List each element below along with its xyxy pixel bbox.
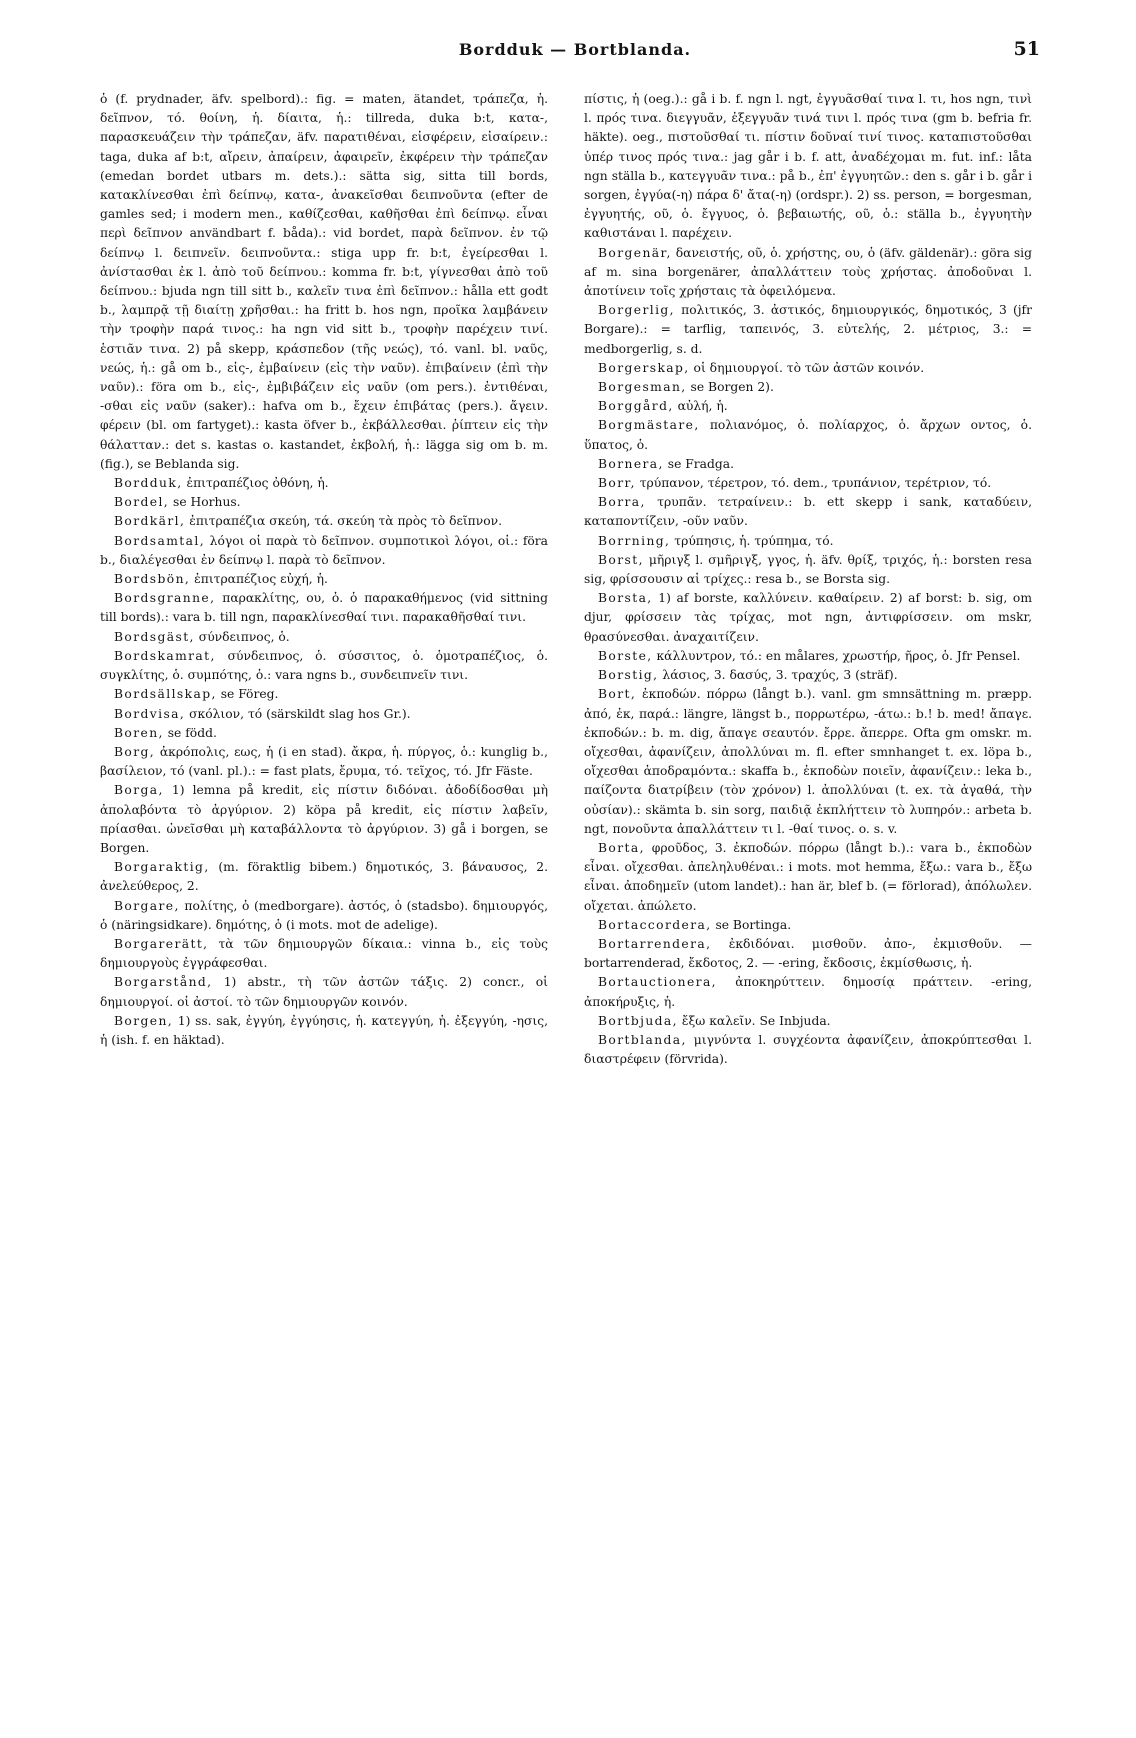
entry-definition: ἐπιτραπέζια σκεύη, τά. σκεύη τὰ πρὸς τὸ δεῖπνον.: [189, 514, 503, 529]
entry-definition: ἐκποδών. πόρρω (långt b.). vanl. gm smnsättning m. præpp. ἀπό, ἐκ, παρά.: längre, längst b., πορρωτέρω, -άτω.: b.! b. med! ἄπαγε. ἐκποδών.: b. m. dig, ἄπαγε σεαυτόν. ἔρρε. ἄπερρε. Ofta gm omskr. m. οἴχεσθαι, ἀφανίζειν, ἀπολλύναι m. fl. efter smnhanget t. ex. löpa b., οἴχεσθαι ἀποδραμόντα.: skaffa b., ἐκποδὼν ποιεῖν, ἀφανίζειν.: leka b., παίζοντα διατρίβειν (τὸν χρόνον) l. ἀπολλύναι (t. ex. τὰ ἀγαθά, τὴν οὐσίαν).: skämta b. sin sorg, παιδιᾷ ἐκπλήττειν τὸ λυπηρόν.: arbeta b. ngt, πονοῦντα ἀπαλλάττειν τι l. -θαί τινος. o. s. v.: [584, 687, 1032, 836]
dictionary-entry: [100, 724, 548, 743]
entry-headword: Bortauctionera,: [598, 975, 717, 990]
entry-headword: Borra,: [598, 495, 646, 510]
entry-continuation: [584, 90, 1032, 244]
entry-headword: Borgerskap,: [598, 360, 690, 375]
entry-continuation: [100, 90, 548, 474]
dictionary-entry: [100, 474, 548, 493]
entry-headword: Borggård,: [598, 399, 674, 414]
dictionary-entry: [584, 474, 1032, 493]
entry-headword: Borst,: [598, 552, 644, 567]
dictionary-entry: [584, 416, 1032, 454]
entry-headword: Borgenär,: [598, 245, 672, 260]
entry-definition: τρύπανον, τέρετρον, τό. dem., τρυπάνιον, τερέτριον, τό.: [639, 476, 992, 491]
entry-definition: μιγνύντα l. συγχέοντα ἀφανίζειν, ἀποκρύπτεσθαι l. διαστρέφειν (förvrida).: [584, 1032, 1032, 1067]
entry-headword: Borrning,: [598, 533, 671, 548]
entry-definition: τὰ τῶν δημιουργῶν δίκαια.: vinna b., εἰς τοὺς δημιουργοὺς ἐγγράφεσθαι.: [100, 936, 548, 971]
dictionary-entry: [584, 397, 1032, 416]
entry-headword: Borr,: [598, 476, 636, 491]
entry-definition: ἀποκηρύττειν. δημοσίᾳ πράττειν. -ering, ἀποκήρυξις, ἡ.: [584, 975, 1032, 1009]
entry-definition: μῆριγξ l. σμῆριγξ, γγος, ἡ. äfv. θρίξ, τριχός, ἡ.: borsten resa sig, φρίσσουσιν αἱ τρίχες.: resa b., se Borsta sig.: [584, 552, 1032, 587]
entry-definition: 1) af borste, καλλύνειν. καθαίρειν. 2) af borst: b. sig, om djur, φρίσσειν τὰς τρίχας, mot ngn, ἀντιφρίσσειν. om mskr, θρασύνεσθαι. ἀναχαιτίζειν.: [584, 591, 1032, 644]
entry-definition: 1) abstr., τὴ τῶν ἀστῶν τάξις. 2) concr., οἱ δημιουργοί. οἱ ἀστοί. τὸ τῶν δημιουργῶν κοινόν.: [100, 975, 548, 1009]
entry-definition: se Borgen 2).: [690, 380, 774, 395]
entry-definition: ἔξω καλεῖν. Se Inbjuda.: [681, 1013, 831, 1028]
entry-definition: σύνδειπνος, ὁ. σύσσιτος, ὁ. ὁμοτραπέζιος, ὁ. συγκλίτης, ὁ. συμπότης, ὁ.: vara ngns b., συνδειπνεῖν τινι.: [100, 648, 548, 683]
left-column: [100, 90, 548, 1720]
dictionary-entry: [584, 359, 1032, 378]
entry-definition: κάλλυντρον, τό.: en målares, χρωστήρ, ῆρος, ὁ. Jfr Pensel.: [656, 648, 1021, 663]
entry-definition: se Föreg.: [220, 687, 279, 702]
dictionary-entry: [584, 973, 1032, 1011]
entry-headword: Borgaraktig,: [114, 860, 210, 875]
dictionary-entry: [584, 301, 1032, 359]
entry-headword: Bordel,: [114, 495, 170, 510]
dictionary-entry: [100, 781, 548, 858]
entry-definition: σύνδειπνος, ὁ.: [198, 629, 290, 644]
entry-definition: ἐκδιδόναι. μισθοῦν. ἀπο-, ἐκμισθοῦν. — bortarrenderad, ἔκδοτος, 2. — -ering, ἔκδοσις, ἐκμίσθωσις, ἡ.: [584, 936, 1032, 971]
entry-headword: Boren,: [114, 725, 164, 740]
page-header: [100, 36, 1050, 72]
entry-definition: se Bortinga.: [715, 917, 792, 932]
entry-definition: (m. föraktlig bibem.) δημοτικός, 3. βάναυσος, 2. ἀνελεύθερος, 2.: [100, 860, 548, 894]
entry-definition: se född.: [167, 725, 217, 740]
entry-headword: Bordkärl,: [114, 514, 186, 529]
entry-definition: 1) lemna på kredit, εἰς πίστιν διδόναι. ἀδοδίδοσθαι μὴ ἀπολαβόντα τὸ ἀργύριον. 2) köpa på kredit, εἰς πίστιν λαβεῖν, πρίασθαι. ὠνεῖσθαι μὴ καταβάλλοντα τὸ ἀργύριον. 3) gå i borgen, se Borgen.: [100, 783, 548, 855]
dictionary-entry: [584, 916, 1032, 935]
dictionary-entry: [100, 647, 548, 685]
entry-headword: Borgerlig,: [598, 303, 675, 318]
dictionary-entry: [100, 570, 548, 589]
dictionary-entry: [584, 647, 1032, 666]
entry-headword: Bortblanda,: [598, 1032, 687, 1047]
entry-headword: Bortarrendera,: [598, 936, 712, 951]
entry-definition: ἀκρόπολις, εως, ἡ (i en stad). ἄκρα, ἡ. πύργος, ὁ.: kunglig b., βασίλειον, τό (vanl. pl.).: = fast plats, ἔρυμα, τό. τεῖχος, τό. Jfr Fäste.: [100, 744, 548, 779]
dictionary-entry: [584, 493, 1032, 531]
entry-definition: αὐλή, ἡ.: [677, 399, 728, 414]
entry-headword: Bordsällskap,: [114, 687, 217, 702]
entry-headword: Borstig,: [598, 668, 659, 683]
entry-headword: Bordskamrat,: [114, 648, 216, 663]
entry-definition: τρύπησις, ἡ. τρύπημα, τό.: [674, 533, 834, 548]
entry-definition: φροῦδος, 3. ἐκποδών. πόρρω (långt b.).: vara b., ἐκποδὼν εἶναι. οἴχεσθαι. ἀπεληλυθέναι.: i mots. mot hemma, ἔξω.: vara b., ἔξω εἶναι. ἀποδημεῖν (utom landet).: han är, blef b. (= förlorad), ἀπόλωλεν. οἴχεται. ἀπώλετο.: [584, 840, 1032, 913]
entry-headword: Borta,: [598, 840, 645, 855]
entry-headword: Bordvisa,: [114, 706, 186, 721]
entry-headword: Bortaccordera,: [598, 917, 712, 932]
running-head: Bordduk — Bortblanda.: [458, 40, 692, 59]
entry-definition: δανειστής, οῦ, ὁ. χρήστης, ου, ὁ (äfv. gäldenär).: göra sig af m. sina borgenärer, ἀπαλλάττειν τοὺς χρήστας. ἀποδοῦναι l. ἀποτίνειν τοῖς χρήσταις τὰ ὀφειλόμενα.: [584, 245, 1032, 299]
entry-headword: Bort,: [598, 687, 637, 702]
dictionary-entry: [100, 685, 548, 704]
entry-headword: Borga,: [114, 783, 164, 798]
dictionary-entry: [100, 1012, 548, 1050]
entry-headword: Bortbjuda,: [598, 1013, 678, 1028]
dictionary-entry: [100, 589, 548, 627]
entry-definition: σκόλιον, τό (särskildt slag hos Gr.).: [189, 706, 411, 721]
dictionary-entry: [584, 666, 1032, 685]
dictionary-entry: [584, 1012, 1032, 1031]
entry-definition: τρυπᾶν. τετραίνειν.: b. ett skepp i sank, καταδύειν, καταποντίζειν, -οῦν ναῦν.: [584, 495, 1032, 529]
right-column: [584, 90, 1032, 1720]
entry-definition: πίστις, ἡ (oeg.).: gå i b. f. ngn l. ngt, ἐγγυᾶσθαί τινα l. τι, hos ngn, τινὶ l. πρός τινα. διεγγυᾶν, ἐξεγγυᾶν τινά τινι l. πρός τινα (gm b. befria fr. häkte). oeg., πιστοῦσθαί τι. πίστιν δοῦναί τινί τινος. καταπιστοῦσθαι ὑπέρ τινος πρός τινα.: jag går i b. f. att, ἀναδέχομαι m. fut. inf.: låta ngn ställa b., κατεγγυᾶν τινα.: på b., ἐπ' ἐγγυητῶν.: den s. går i b. går i sorgen, ἐγγύα(-η) πάρα δ' ἄτα(-η) (ordspr.). 2) ss. person, = borgesman, ἐγγυητής, οῦ, ὁ. ἔγγυος, ὁ. βεβαιωτής, οῦ, ὁ.: ställa b., ἐγγυητὴν καθιστάναι l. παρέχειν.: [584, 92, 1032, 241]
page-number: 51: [1013, 38, 1040, 60]
dictionary-entry: [584, 551, 1032, 589]
dictionary-entry: [100, 935, 548, 973]
dictionary-entry: [584, 839, 1032, 916]
dictionary-entry: [100, 743, 548, 781]
entry-headword: Borgarerätt,: [114, 936, 209, 951]
entry-definition: ὁ (f. prydnader, äfv. spelbord).: fig. = maten, ätandet, τράπεζα, ἡ. δεῖπνον, τό. θοίνη, ἡ. δίαιτα, ἡ.: tillreda, duka b:t, κατα-, παρασκευάζειν τὴν τράπεζαν, äfv. παρατιθέναι, εἰσφέρειν, εἰσαίρειν.: taga, duka af b:t, αἴρειν, ἀπαίρειν, ἀφαιρεῖν, ἐκφέρειν τὴν τράπεζαν (emedan bordet utbars m. dets.).: sätta sig, sitta till bords, κατακλίνεσθαι ἐπὶ δείπνῳ, κατα-, ἀνακεῖσθαι δειπνοῦντα (efter de gamles sed; i modern men., καθίζεσθαι, καθῆσθαι ἐπὶ δείπνῳ. εἶναι περὶ δεῖπνον användbart f. båda).: vid bordet, παρὰ δεῖπνον. ἐν τῷ δείπνῳ l. δειπνεῖν. δειπνοῦντα.: stiga upp fr. b:t, ἐγείρεσθαι l. ἀνίστασθαι ἐκ l. ἀπὸ τοῦ δείπνου.: komma fr. b:t, γίγνεσθαι ἀπὸ τοῦ δείπνου.: bjuda ngn till sitt b., καλεῖν τινα ἐπὶ δεῖπνον.: hålla ett godt b., λαμπρᾷ τῇ διαίτῃ χρῆσθαι.: ha fritt b. hos ngn, προῖκα λαμβάνειν τὴν τροφὴν παρά τινος.: ha ngn vid sitt b., τροφὴν παρέχειν τινί. ἑστιᾶν τινα. 2) på skepp, κράσπεδον (τῆς νεώς), τό. vanl. bl. ναῦς, νεώς, ἡ.: gå om b., εἰς-, ἐμβαίνειν (εἰς τὴν ναῦν). ἐπιβαίνειν (ἐπὶ τὴν ναῦν).: föra om b., εἰς-, ἐμβιβάζειν εἰς ναῦν (om pers.). ἐντιθέναι, -σθαι εἰς ναῦν (saker).: hafva om b., ἔχειν ἐπιβάτας (pers.). ἄγειν. φέρειν (bl. om fartyget).: kasta öfver b., ἐκβάλλεσθαι. ῥίπτειν εἰς τὴν θάλατταν.: det s. kastas o. kastandet, ἐκβολή, ἡ.: lägga sig om b. m. (fig.), se Beblanda sig.: [100, 92, 548, 471]
entry-definition: παρακλίτης, ου, ὁ. ὁ παρακαθήμενος (vid sittning till bords).: vara b. till ngn, παρακλίνεσθαί τινι. παρακαθῆσθαί τινι.: [100, 591, 548, 625]
dictionary-entry: [584, 589, 1032, 647]
entry-headword: Borgen,: [114, 1013, 174, 1028]
entry-headword: Bordduk,: [114, 476, 183, 491]
dictionary-entry: [584, 532, 1032, 551]
entry-definition: se Fradga.: [667, 456, 734, 471]
dictionary-entry: [584, 685, 1032, 839]
dictionary-entry: [584, 935, 1032, 973]
entry-definition: se Horhus.: [173, 495, 241, 510]
entry-headword: Borg,: [114, 744, 156, 759]
entry-headword: Borste,: [598, 648, 653, 663]
entry-definition: πολιτικός, 3. ἀστικός, δημιουργικός, δημοτικός, 3 (jfr Borgare).: = tarflig, ταπεινός, 3. εὐτελής, 2. μέτριος, 3.: = medborgerlig, s. d.: [584, 303, 1032, 356]
dictionary-entry: [100, 897, 548, 935]
entry-definition: οἱ δημιουργοί. τὸ τῶν ἀστῶν κοινόν.: [693, 360, 925, 375]
entry-headword: Bordsgranne,: [114, 591, 216, 606]
entry-headword: Borgare,: [114, 898, 180, 913]
entry-definition: λάσιος, 3. δασύς, 3. τραχύς, 3 (sträf).: [662, 668, 898, 683]
entry-headword: Bordsbön,: [114, 572, 191, 587]
dictionary-entry: [100, 973, 548, 1011]
entry-definition: πολιανόμος, ὁ. πολίαρχος, ὁ. ἄρχων οντος, ὁ. ὕπατος, ὁ.: [584, 418, 1032, 452]
entry-headword: Bordsgäst,: [114, 629, 195, 644]
entry-definition: πολίτης, ὁ (medborgare). ἀστός, ὁ (stadsbo). δημιουργός, ὁ (näringsidkare). δημότης, ὁ (i mots. mot de adelige).: [100, 898, 548, 932]
dictionary-entry: [584, 455, 1032, 474]
entry-headword: Borsta,: [598, 591, 653, 606]
entry-headword: Bordsamtal,: [114, 533, 206, 548]
dictionary-entry: [584, 244, 1032, 302]
entry-definition: ἐπιτραπέζιος εὐχή, ἡ.: [194, 572, 328, 587]
dictionary-entry: [100, 858, 548, 896]
dictionary-entry: [584, 1031, 1032, 1069]
dictionary-entry: [584, 378, 1032, 397]
dictionary-entry: [100, 532, 548, 570]
entry-headword: Bornera,: [598, 456, 664, 471]
entry-definition: λόγοι οἱ παρὰ τὸ δεῖπνον. συμποτικοὶ λόγοι, οἱ.: föra b., διαλέγεσθαι ἐν δείπνῳ l. παρὰ τὸ δεῖπνον.: [100, 533, 548, 567]
entry-headword: Borgmästare,: [598, 418, 700, 433]
entry-headword: Borgesman,: [598, 380, 687, 395]
entry-definition: 1) ss. sak, ἐγγύη, ἐγγύησις, ἡ. κατεγγύη, ἡ. ἐξεγγύη, -ησις, ἡ (ish. f. en häktad).: [100, 1013, 548, 1047]
dictionary-entry: [100, 493, 548, 512]
dictionary-entry: [100, 705, 548, 724]
dictionary-entry: [100, 628, 548, 647]
entry-definition: ἐπιτραπέζιος ὀθόνη, ἡ.: [186, 476, 329, 491]
dictionary-entry: [100, 512, 548, 531]
entry-headword: Borgarstånd,: [114, 975, 213, 990]
